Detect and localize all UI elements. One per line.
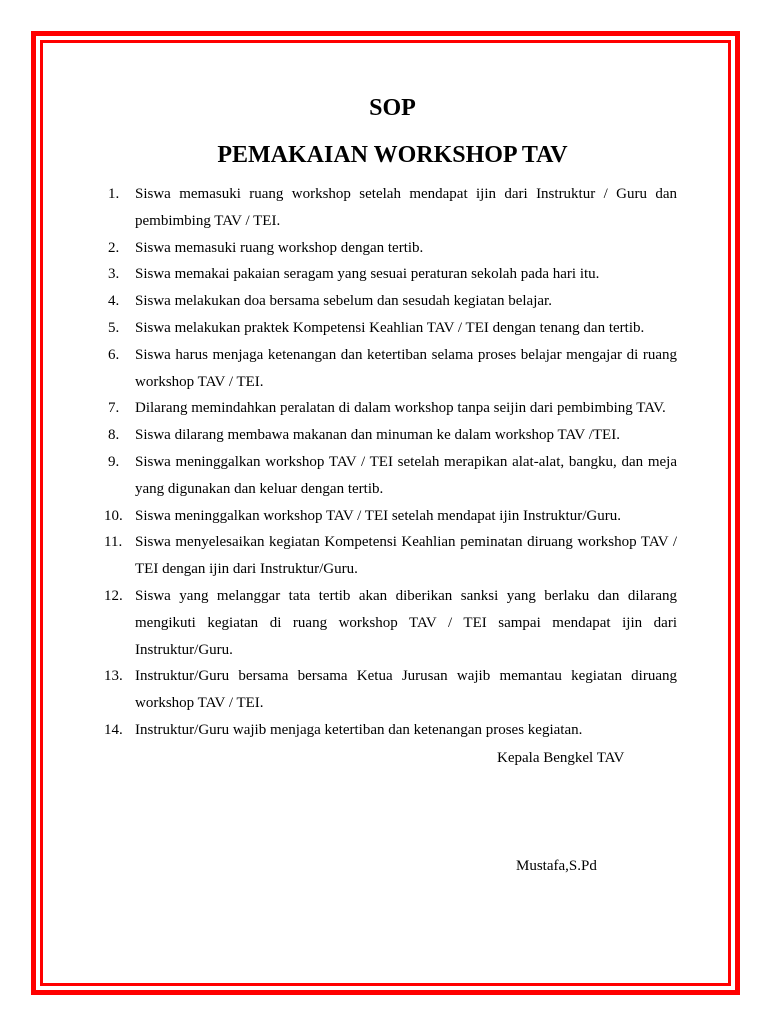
signature-title: Kepala Bengkel TAV: [497, 750, 625, 766]
rule-number: 14.: [104, 721, 123, 738]
rule-number: 10.: [104, 507, 123, 524]
rule-item-9: [108, 449, 677, 503]
rule-text: Siswa melakukan praktek Kompetensi Keahlian TAV / TEI dengan tenang dan tertib.: [135, 319, 645, 336]
rule-number: 2.: [108, 239, 120, 256]
rule-text: Siswa meninggalkan workshop TAV / TEI setelah merapikan alat-alat, bangku, dan meja yang digunakan dan keluar dengan tertib.: [135, 453, 677, 497]
rule-text: Dilarang memindahkan peralatan di dalam workshop tanpa seijin dari pembimbing TAV.: [135, 400, 666, 417]
rule-number: 11.: [104, 534, 123, 551]
rule-item-12: [104, 583, 677, 663]
signature-name: Mustafa,S.Pd: [516, 858, 597, 874]
rule-text: Siswa meninggalkan workshop TAV / TEI setelah mendapat ijin Instruktur/Guru.: [135, 507, 621, 524]
rule-number: 8.: [108, 427, 120, 444]
rule-text: Siswa yang melanggar tata tertib akan diberikan sanksi yang berlaku dan dilarang mengikuti kegiatan di ruang workshop TAV / TEI sampai mendapat ijin dari Instruktur/Guru.: [135, 587, 677, 658]
document-subtitle: PEMAKAIAN WORKSHOP TAV: [217, 142, 568, 168]
rule-text: Siswa menyelesaikan kegiatan Kompetensi Keahlian peminatan diruang workshop TAV / TEI dengan ijin dari Instruktur/Guru.: [135, 534, 677, 578]
rule-item-3: [108, 261, 677, 288]
rule-text: Siswa dilarang membawa makanan dan minuman ke dalam workshop TAV /TEI.: [135, 427, 620, 444]
rule-text: Siswa harus menjaga ketenangan dan ketertiban selama proses belajar mengajar di ruang workshop TAV / TEI.: [135, 346, 677, 390]
rule-text: Siswa memakai pakaian seragam yang sesuai peraturan sekolah pada hari itu.: [135, 266, 600, 283]
rule-item-10: [104, 503, 677, 530]
rule-number: 5.: [108, 319, 120, 336]
rule-number: 12.: [104, 587, 123, 604]
rule-text: Siswa memasuki ruang workshop dengan tertib.: [135, 239, 424, 256]
rule-item-4: [108, 288, 677, 315]
document-body: [104, 90, 677, 744]
document-title: SOP: [369, 95, 416, 121]
rule-number: 13.: [104, 668, 123, 685]
rule-item-11: [104, 529, 677, 583]
rule-number: 9.: [108, 453, 120, 470]
rule-number: 7.: [108, 400, 120, 417]
rule-text: Instruktur/Guru wajib menjaga ketertiban dan ketenangan proses kegiatan.: [135, 721, 583, 738]
rule-number: 6.: [108, 346, 120, 363]
rule-item-14: [104, 717, 677, 744]
rule-item-5: [108, 315, 677, 342]
rules-list: [104, 181, 677, 744]
rule-text: Instruktur/Guru bersama bersama Ketua Jurusan wajib memantau kegiatan diruang workshop TAV / TEI.: [135, 668, 677, 712]
rule-number: 3.: [108, 266, 120, 283]
rule-item-6: [108, 342, 677, 396]
rule-item-8: [108, 422, 677, 449]
rule-number: 1.: [108, 186, 120, 202]
rule-item-2: [108, 235, 677, 262]
rule-item-13: [104, 663, 677, 717]
rule-number: 4.: [108, 293, 120, 310]
rule-text: Siswa melakukan doa bersama sebelum dan sesudah kegiatan belajar.: [135, 293, 552, 310]
rule-item-7: [108, 395, 677, 422]
rule-text: Siswa memasuki ruang workshop setelah mendapat ijin dari Instruktur / Guru dan pembimbing TAV / TEI.: [135, 186, 677, 229]
rule-item-1: [108, 181, 677, 235]
